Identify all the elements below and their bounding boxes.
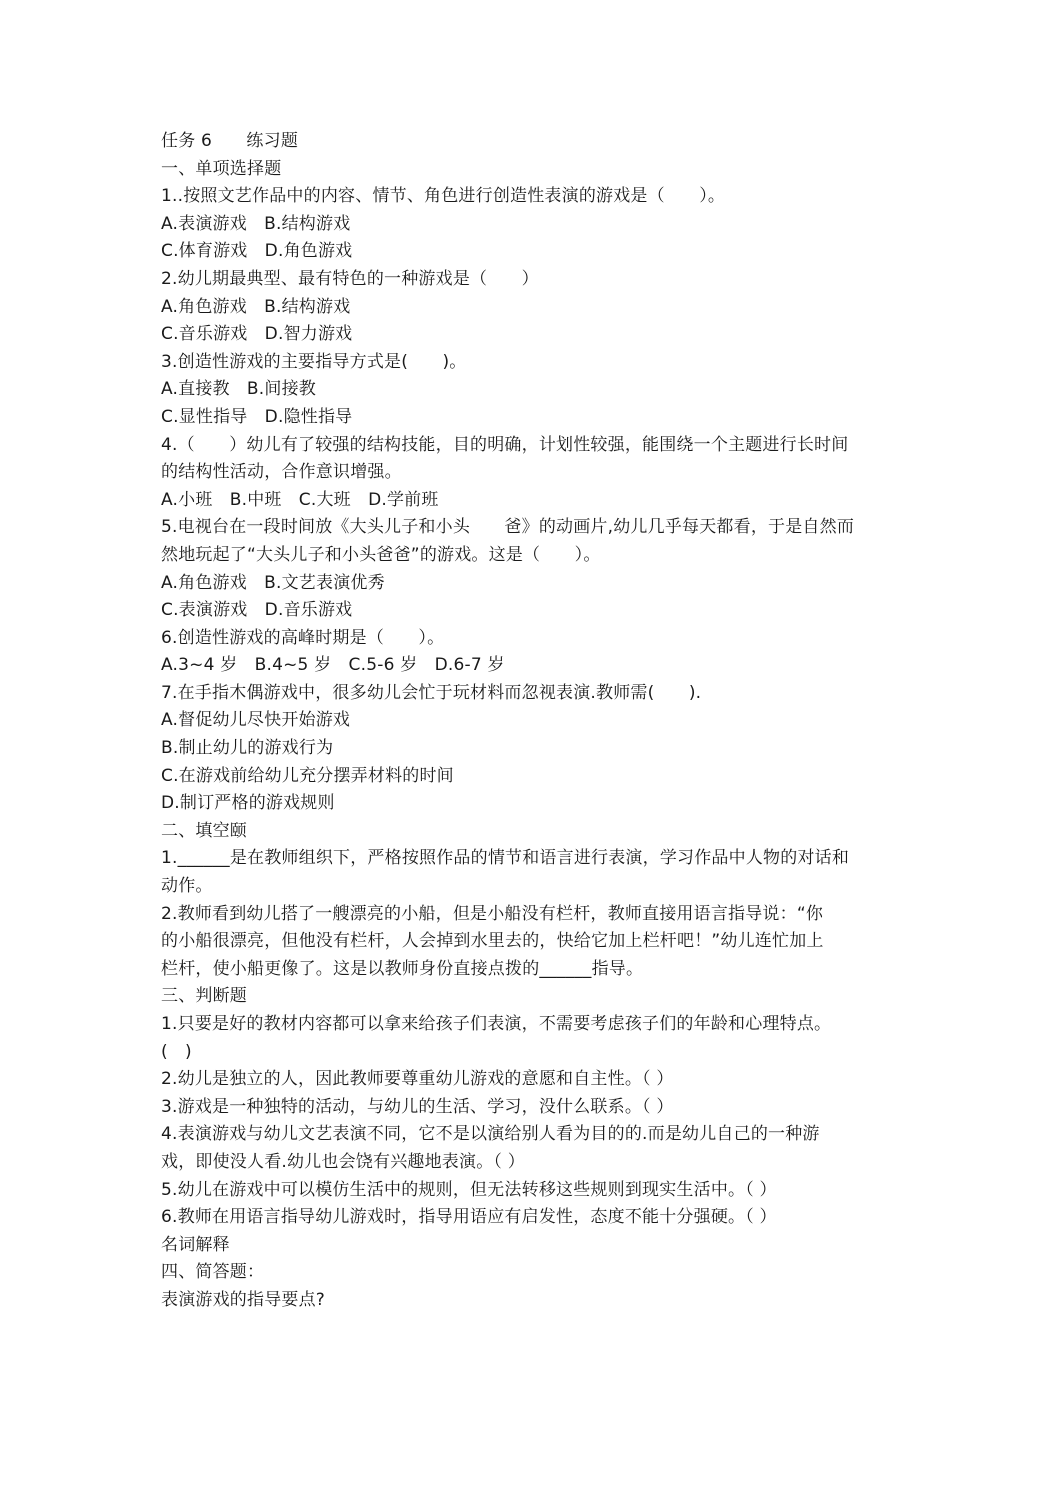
question-line: 7.在手指木偶游戏中，很多幼儿会忙于玩材料而忽视表演.教师需( ). [161,682,702,703]
option-line: B.制止幼儿的游戏行为 [161,738,334,759]
question-line: 2.幼儿期最典型、最有特色的一种游戏是（ ） [161,268,539,289]
option-line: C.音乐游戏 D.智力游戏 [161,324,353,345]
question-line: ( ) [161,1041,192,1062]
question-line: 然地玩起了“大头儿子和小头爸爸”的游戏。这是（ ）。 [161,544,601,565]
option-line: A.小班 B.中班 C.大班 D.学前班 [161,489,439,510]
option-line: A.直接教 B.间接教 [161,379,317,400]
question-line: 2.幼儿是独立的人，因此教师要尊重幼儿游戏的意愿和自主性。（ ） [161,1069,674,1090]
section-heading-short-answer: 四、简答题： [161,1262,265,1283]
question-line: 动作。 [161,876,213,897]
question-line: 5.幼儿在游戏中可以模仿生活中的规则，但无法转移这些规则到现实生活中。（ ） [161,1179,777,1200]
question-line: 的结构性活动，合作意识增强。 [161,462,402,483]
question-line: 6.教师在用语言指导幼儿游戏时，指导用语应有启发性，态度不能十分强硬。（ ） [161,1207,777,1228]
question-line: 6.创造性游戏的高峰时期是（ ）。 [161,627,445,648]
question-line: 1..按照文艺作品中的内容、情节、角色进行创造性表演的游戏是（ ）。 [161,186,726,207]
section-heading-fill-blank: 二、填空颐 [161,820,247,841]
question-line: 表演游戏的指导要点? [161,1289,326,1310]
option-line: C.在游戏前给幼儿充分摆弄材料的时间 [161,765,454,786]
question-line: 3.游戏是一种独特的活动，与幼儿的生活、学习，没什么联系。（ ） [161,1096,674,1117]
option-line: A.表演游戏 B.结构游戏 [161,213,351,234]
question-line: 2.教师看到幼儿搭了一艘漂亮的小船，但是小船没有栏杆，教师直接用语言指导说：“你 [161,903,824,924]
option-line: D.制订严格的游戏规则 [161,793,335,814]
doc-title: 任务 6 练习题 [161,131,299,151]
document-body [161,128,901,1315]
option-line: C.显性指导 D.隐性指导 [161,406,353,427]
question-line: 戏，即使没人看.幼儿也会饶有兴趣地表演。（ ） [161,1151,525,1172]
option-line: C.体育游戏 D.角色游戏 [161,241,353,262]
question-line: 4.（ ）幼儿有了较强的结构技能，目的明确，计划性较强，能围绕一个主题进行长时间 [161,434,849,455]
section-heading-single-choice: 一、单项选择题 [161,158,282,179]
option-line: A.角色游戏 B.结构游戏 [161,296,351,317]
question-line: 1.______是在教师组织下，严格按照作品的情节和语言进行表演，学习作品中人物的对话和 [161,848,850,869]
question-line: 3.创造性游戏的主要指导方式是( )。 [161,351,467,372]
question-line: 栏杆，使小船更像了。这是以教师身份直接点拨的______指导。 [161,958,644,979]
question-line: 4.表演游戏与幼儿文艺表演不同，它不是以演给别人看为目的的.而是幼儿自己的一种游 [161,1124,820,1145]
option-line: A.3~4 岁 B.4~5 岁 C.5-6 岁 D.6-7 岁 [161,655,505,676]
option-line: A.督促幼儿尽快开始游戏 [161,710,351,731]
question-line: 1.只要是好的教材内容都可以拿来给孩子们表演，不需要考虑孩子们的年龄和心理特点。 [161,1014,832,1034]
section-heading-true-false: 三、判断题 [161,986,247,1007]
question-line: 5.电视台在一段时间放《大头儿子和小头 爸》的动画片,幼儿几乎每天都看，于是自然而 [161,517,855,538]
question-line: 的小船很漂亮，但他没有栏杆，人会掉到水里去的，快给它加上栏杆吧！”幼儿连忙加上 [161,931,824,952]
option-line: A.角色游戏 B.文艺表演优秀 [161,572,385,593]
section-heading-terms: 名词解释 [161,1234,230,1255]
option-line: C.表演游戏 D.音乐游戏 [161,600,353,621]
